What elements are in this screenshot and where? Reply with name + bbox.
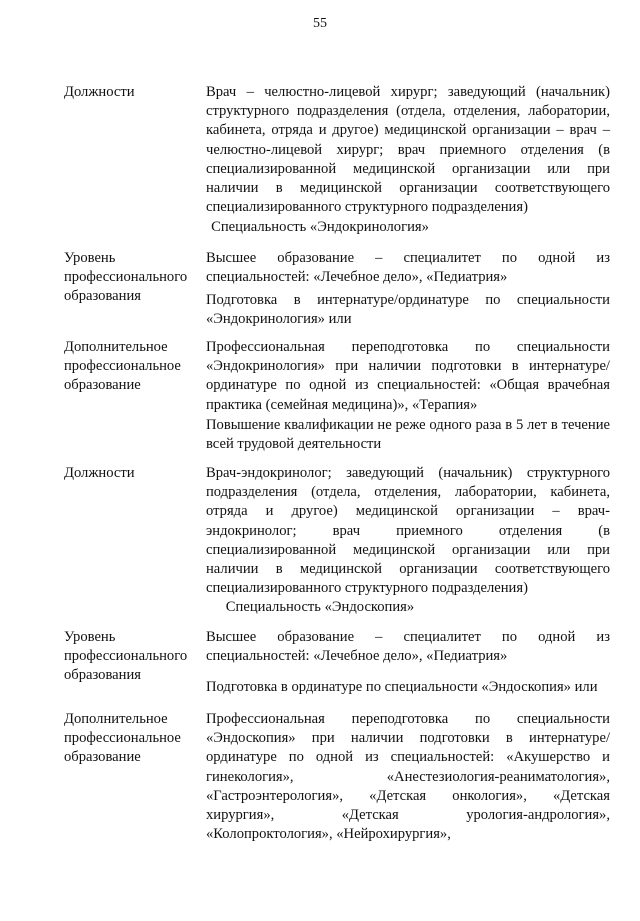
positions-text	[206, 464, 610, 598]
qualification-paragraph: Повышение квалификации не реже одного раза в 5 лет в течение всей трудовой деятельности	[206, 417, 610, 453]
education-paragraph: Высшее образование – специалитет по одной из специальностей: «Лечебное дело», «Педиатрия»	[206, 629, 610, 665]
label-line: образования	[64, 667, 141, 684]
label-line: образование	[64, 749, 141, 766]
specialty-heading-endoscopy: Специальность «Эндоскопия»	[225, 599, 415, 615]
positions-paragraph: Врач-эндокринолог; заведующий (начальник) структурного подразделения (отдела, отделения, лаборатории, кабинета, отряда и другое) медицинской организации – врач-эндокринолог; врач приемного отделения (в специализированной медицинской организации или при наличии в медицинской организации соответствующего специализированного структурного подразделения)	[206, 465, 610, 597]
label-line: образование	[64, 377, 141, 394]
training-text	[206, 291, 610, 329]
positions-text	[206, 83, 610, 217]
positions-label: Должности	[64, 84, 135, 100]
label-line: профессиональное	[64, 358, 181, 375]
education-level-label	[64, 249, 204, 307]
label-line: профессионального	[64, 269, 188, 286]
education-paragraph: Высшее образование – специалитет по одной из специальностей: «Лечебное дело», «Педиатрия»	[206, 250, 610, 286]
additional-education-text	[206, 338, 610, 415]
additional-paragraph: Профессиональная переподготовка по специальности «Эндоскопия» при наличии подготовки в интернатуре/ординатуре по одной из специальностей: «Акушерство и гинекология», «Анестезиология-реаниматология», «Гастроэнтерология», «Детская онкология», «Детская хирургия», «Детская урология-андрология», «Колопроктология», «Нейрохирургия»,	[206, 711, 610, 843]
label-line: профессионального	[64, 648, 188, 665]
qualification-text	[206, 416, 610, 454]
additional-education-label	[64, 710, 204, 768]
positions-paragraph: Врач – челюстно-лицевой хирург; заведующий (начальник) структурного подразделения (отдела, отделения, лаборатории, кабинета, отряда и другое) медицинской организации – врач – челюстно-лицевой хирург; врач приемного отделения (в специализированной медицинской организации или при наличии в медицинской организации соответствующего специализированного структурного подразделения)	[206, 84, 610, 216]
education-level-text	[206, 249, 610, 287]
additional-education-label	[64, 338, 204, 396]
additional-education-text	[206, 710, 610, 844]
label-line: Дополнительное	[64, 339, 168, 355]
training-paragraph: Подготовка в ординатуре по специальности «Эндоскопия» или	[206, 679, 598, 695]
label-line: Дополнительное	[64, 711, 168, 727]
label-line: образования	[64, 288, 141, 305]
specialty-heading-endocrinology: Специальность «Эндокринология»	[211, 219, 429, 235]
education-level-label	[64, 628, 204, 686]
page-number: 55	[313, 16, 327, 31]
training-paragraph: Подготовка в интернатуре/ординатуре по специальности «Эндокринология» или	[206, 292, 610, 328]
label-line: Уровень	[64, 629, 116, 645]
positions-label: Должности	[64, 465, 135, 481]
additional-paragraph: Профессиональная переподготовка по специальности «Эндокринология» при наличии подготовки в интернатуре/ординатуре по одной из специальностей: «Общая врачебная практика (семейная медицина)», «Терапия»	[206, 339, 610, 413]
label-line: профессиональное	[64, 730, 181, 747]
label-line: Уровень	[64, 250, 116, 266]
education-level-text	[206, 628, 610, 666]
training-text	[206, 678, 610, 697]
